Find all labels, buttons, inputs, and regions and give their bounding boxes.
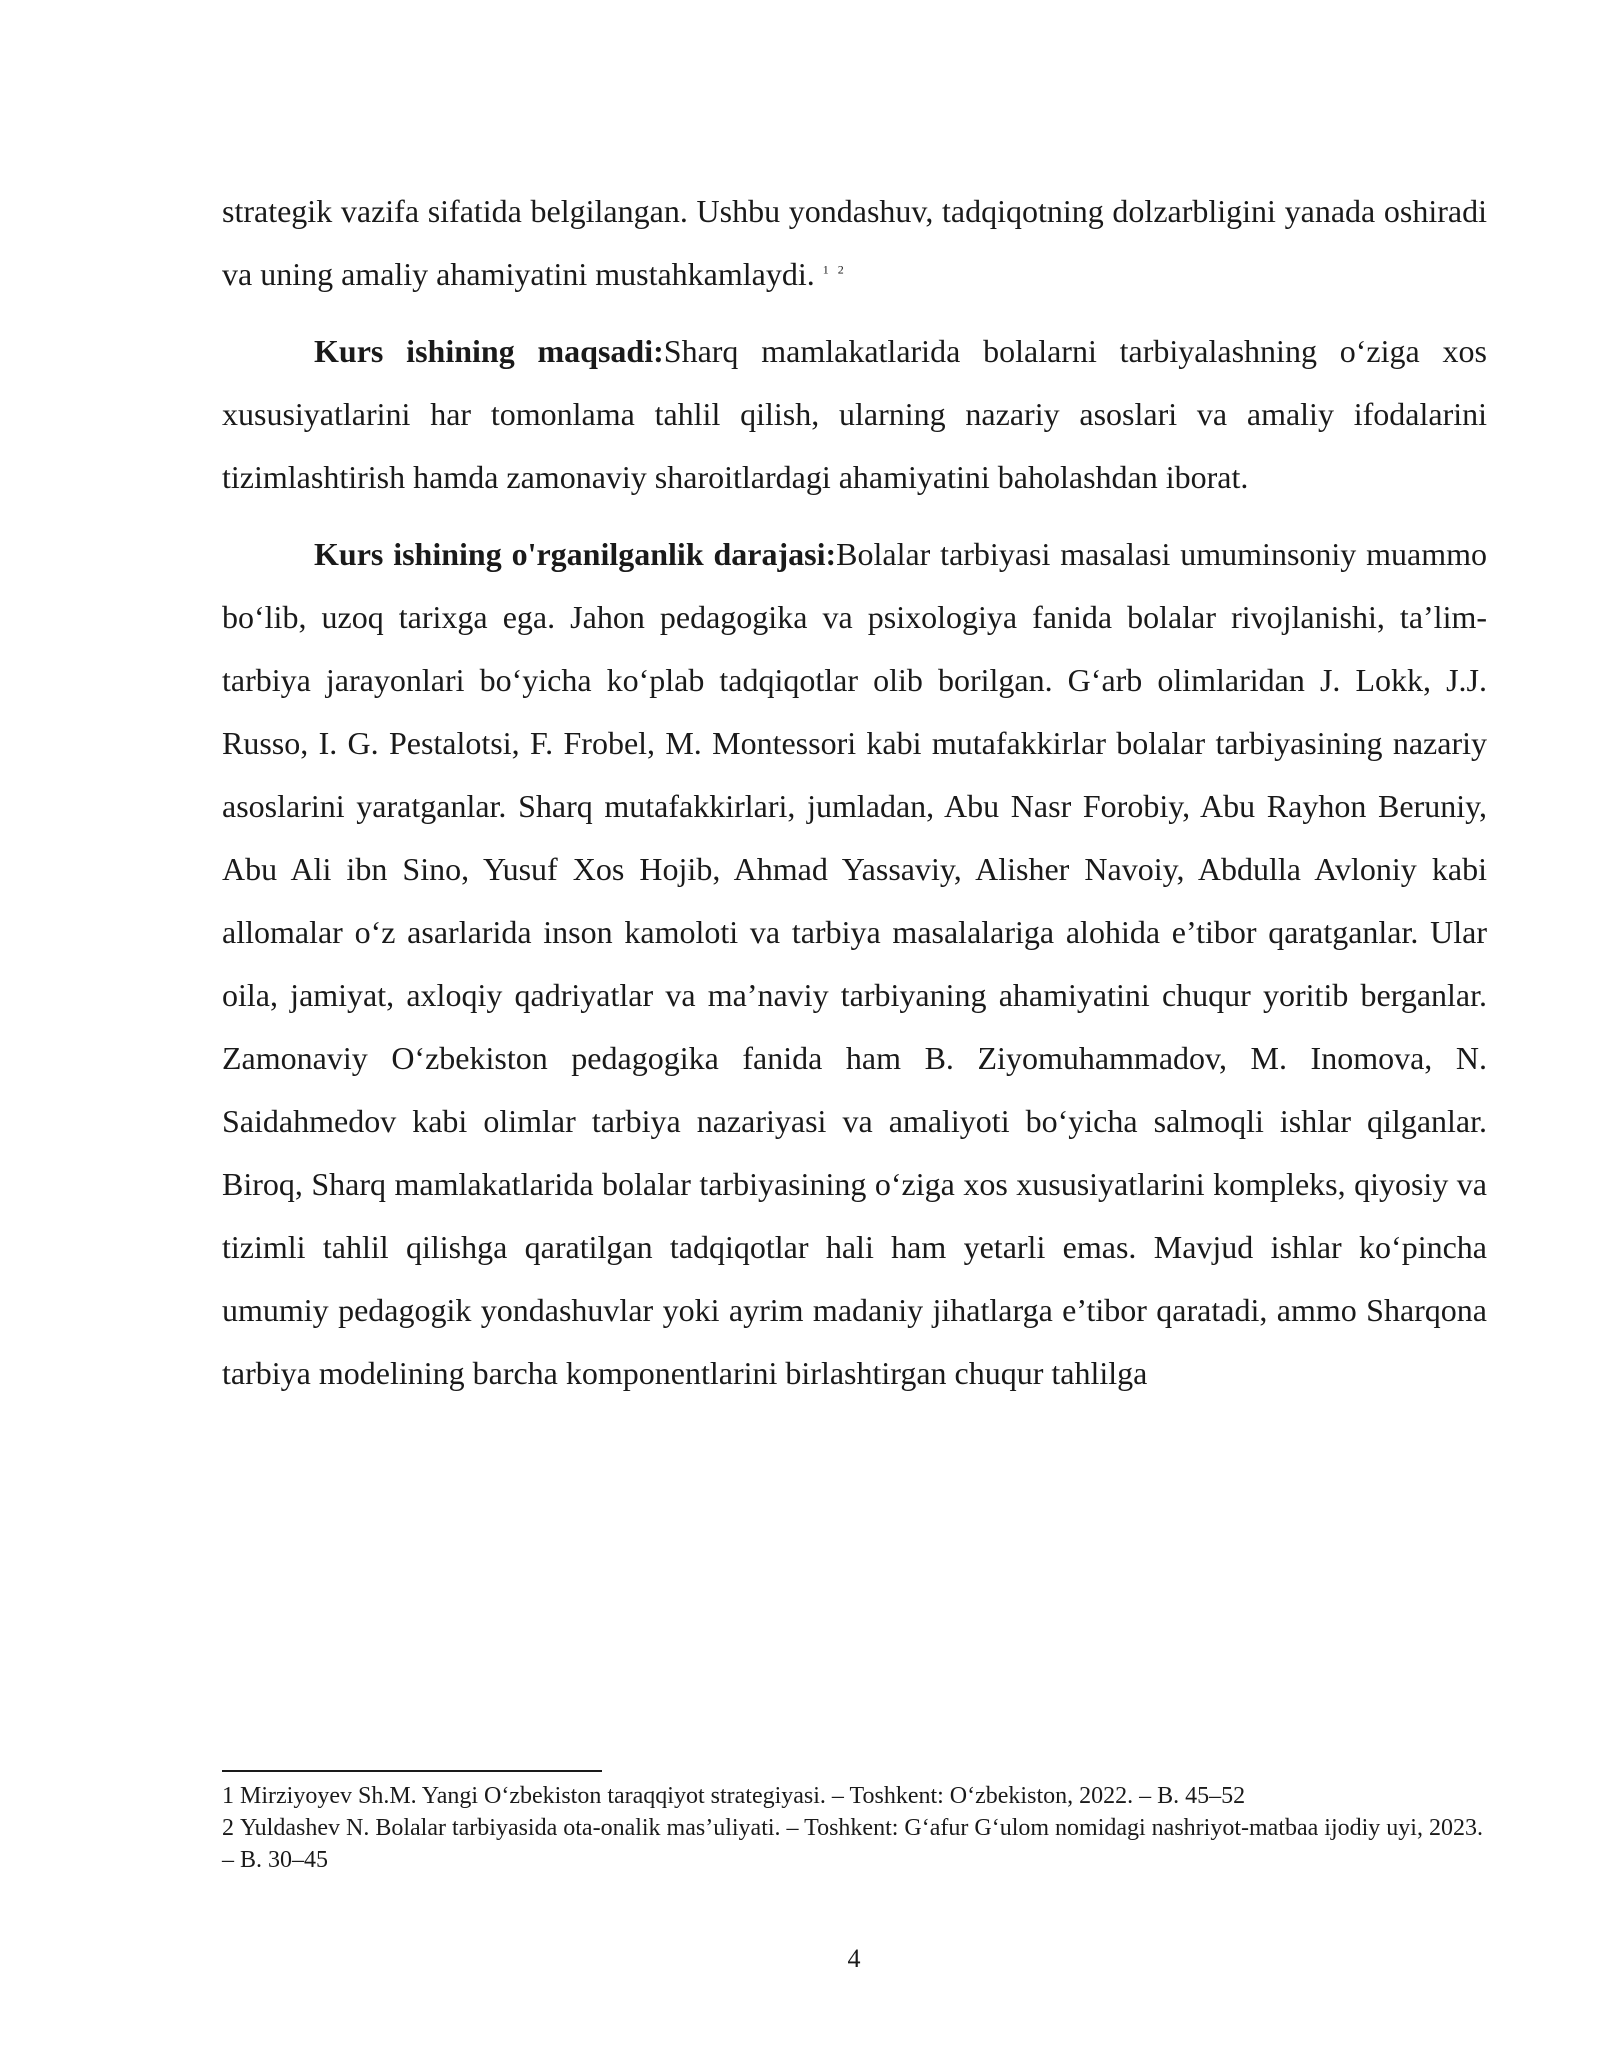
footnote <box>222 1812 1487 1876</box>
page-number: 4 <box>847 1944 861 1973</box>
paragraph-text: strategik vazifa sifatida belgilangan. Ushbu yondashuv, tadqiqotning dolzarbligini yanada oshiradi va uning amaliy ahamiyatini mustahkamlaydi. <box>222 193 1487 292</box>
paragraph-heading: Kurs ishining o'rganilganlik darajasi: <box>314 536 837 572</box>
body-text <box>222 180 1487 1419</box>
footnote-separator <box>222 1770 602 1772</box>
paragraph-goal <box>222 320 1487 509</box>
paragraph-study-level <box>222 523 1487 1405</box>
paragraph-heading: Kurs ishining maqsadi: <box>314 333 664 369</box>
footnote <box>222 1780 1487 1812</box>
paragraph-continuation <box>222 180 1487 306</box>
footnote-text: Mirziyoyev Sh.M. Yangi O‘zbekiston taraqqiyot strategiyasi. – Toshkent: O‘zbekiston, 2022. – B. 45–52 <box>240 1783 1246 1809</box>
footnote-text: Yuldashev N. Bolalar tarbiyasida ota-onalik mas’uliyati. – Toshkent: G‘afur G‘ulom nomidagi nashriyot-matbaa ijodiy uyi, 2023. – B. 30–45 <box>222 1815 1483 1873</box>
footnotes <box>222 1780 1487 1876</box>
paragraph-text: Bolalar tarbiyasi masalasi umuminsoniy muammo bo‘lib, uzoq tarixga ega. Jahon pedagogika va psixologiya fanida bolalar rivojlanishi, ta’lim-tarbiya jarayonlari bo‘yicha ko‘plab tadqiqotlar olib borilgan. G‘arb olimlaridan J. Lokk, J.J. Russo, I. G. Pestalotsi, F. Frobel, M. Montessori kabi mutafakkirlar bolalar tarbiyasining nazariy asoslarini yaratganlar. Sharq mutafakkirlari, jumladan, Abu Nasr Forobiy, Abu Rayhon Beruniy, Abu Ali ibn Sino, Yusuf Xos Hojib, Ahmad Yassaviy, Alisher Navoiy, Abdulla Avloniy kabi allomalar o‘z asarlarida inson kamoloti va tarbiya masalalariga alohida e’tibor qaratganlar. Ular oila, jamiyat, axloqiy qadriyatlar va ma’naviy tarbiyaning ahamiyatini chuqur yoritib berganlar. Zamonaviy O‘zbekiston pedagogika fanida ham B. Ziyomuhammadov, M. Inomova, N. Saidahmedov kabi olimlar tarbiya nazariyasi va amaliyoti bo‘yicha salmoqli ishlar qilganlar. Biroq, Sharq mamlakatlarida bolalar tarbiyasining o‘ziga xos xususiyatlarini kompleks, qiyosiy va tizimli tahlil qilishga qaratilgan tadqiqotlar hali ham yetarli emas. Mavjud ishlar ko‘pincha umumiy pedagogik yondashuvlar yoki ayrim madaniy jihatlarga e’tibor qaratadi, ammo Sharqona tarbiya modelining barcha komponentlarini birlashtirgan chuqur tahlilga <box>222 536 1488 1391</box>
footnote-number: 1 <box>222 1783 234 1809</box>
footnote-references: 1 2 <box>822 262 847 277</box>
paragraph-text: Sharq mamlakatlarida bolalarni tarbiyalashning o‘ziga xos xususiyatlarini har tomonlama tahlil qilish, ularning nazariy asoslari va amaliy ifodalarini tizimlashtirish hamda zamonaviy sharoitlardagi ahamiyatini baholashdan iborat. <box>222 333 1487 495</box>
footnote-number: 2 <box>222 1815 234 1841</box>
